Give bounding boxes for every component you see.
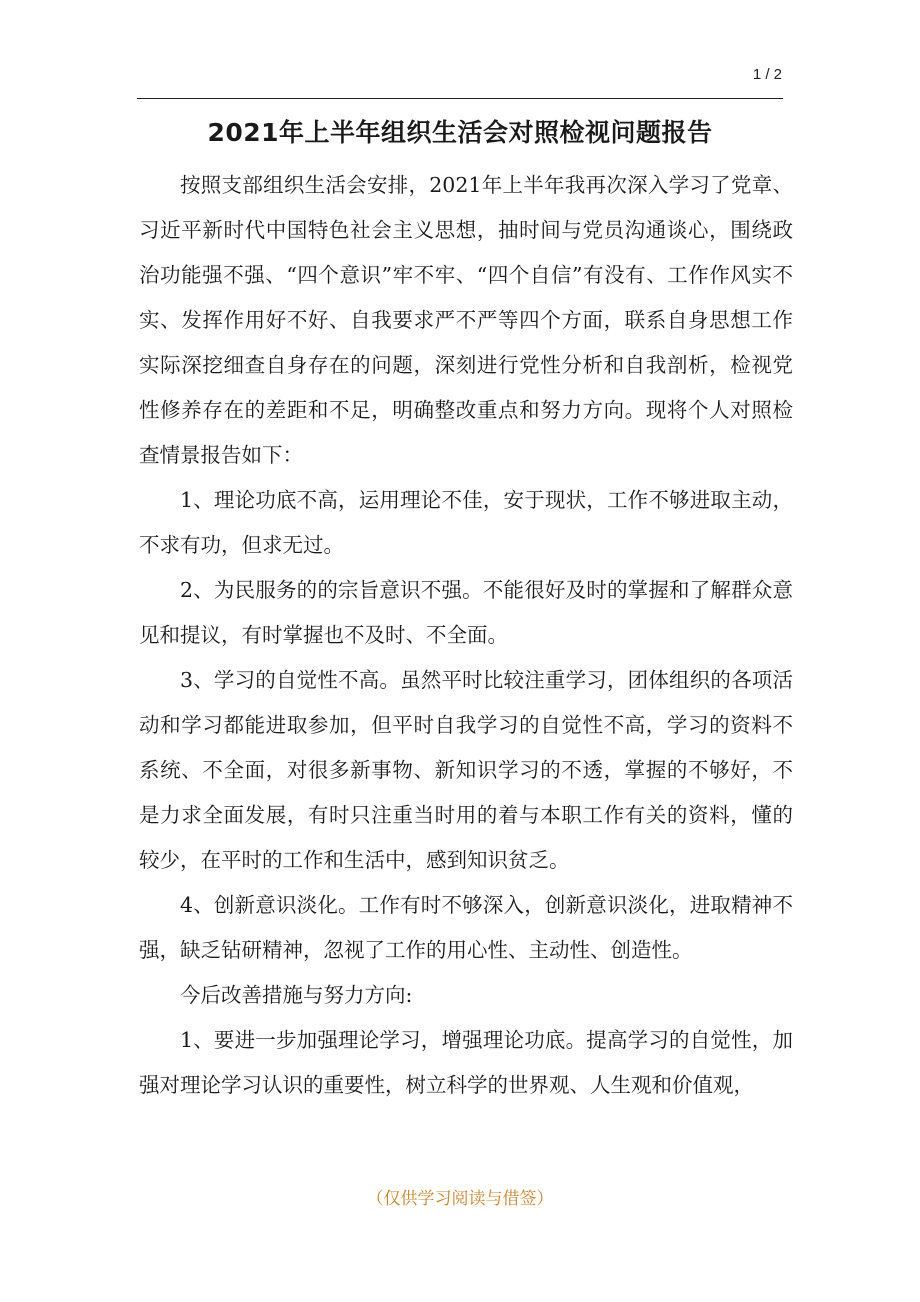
- issue-paragraph-4: 4、创新意识淡化。工作有时不够深入，创新意识淡化，进取精神不强，缺乏钻研精神，忽视了工作的用心性、主动性、创造性。: [139, 893, 793, 962]
- document-title: 2021年上半年组织生活会对照检视问题报告: [207, 118, 713, 147]
- footer-note: （仅供学习阅读与借签）: [366, 1189, 554, 1209]
- document-body: [139, 163, 793, 1108]
- improvement-paragraph-1: 1、要进一步加强理论学习，增强理论功底。提高学习的自觉性，加强对理论学习认识的重要性，树立科学的世界观、人生观和价值观，: [139, 1028, 793, 1097]
- improvement-heading: 今后改善措施与努力方向:: [180, 983, 413, 1007]
- issue-paragraph-1: 1、理论功底不高，运用理论不佳，安于现状，工作不够进取主动，不求有功，但求无过。: [139, 488, 793, 557]
- page-number: 1 / 2: [752, 66, 782, 83]
- intro-paragraph: 按照支部组织生活会安排，2021年上半年我再次深入学习了党章、习近平新时代中国特色社会主义思想，抽时间与党员沟通谈心，围绕政治功能强不强、“四个意识”牢不牢、“四个自信”有没有、工作作风实不实、发挥作用好不好、自我要求严不严等四个方面，联系自身思想工作实际深挖细查自身存在的问题，深刻进行党性分析和自我剖析，检视党性修养存在的差距和不足，明确整改重点和努力方向。现将个人对照检查情景报告如下：: [139, 173, 793, 467]
- header-divider: [137, 98, 783, 99]
- issue-paragraph-2: 2、为民服务的的宗旨意识不强。不能很好及时的掌握和了解群众意见和提议，有时掌握也不及时、不全面。: [139, 578, 793, 647]
- issue-paragraph-3: 3、学习的自觉性不高。虽然平时比较注重学习，团体组织的各项活动和学习都能进取参加，但平时自我学习的自觉性不高，学习的资料不系统、不全面，对很多新事物、新知识学习的不透，掌握的不够好，不是力求全面发展，有时只注重当时用的着与本职工作有关的资料，懂的较少，在平时的工作和生活中，感到知识贫乏。: [139, 668, 793, 872]
